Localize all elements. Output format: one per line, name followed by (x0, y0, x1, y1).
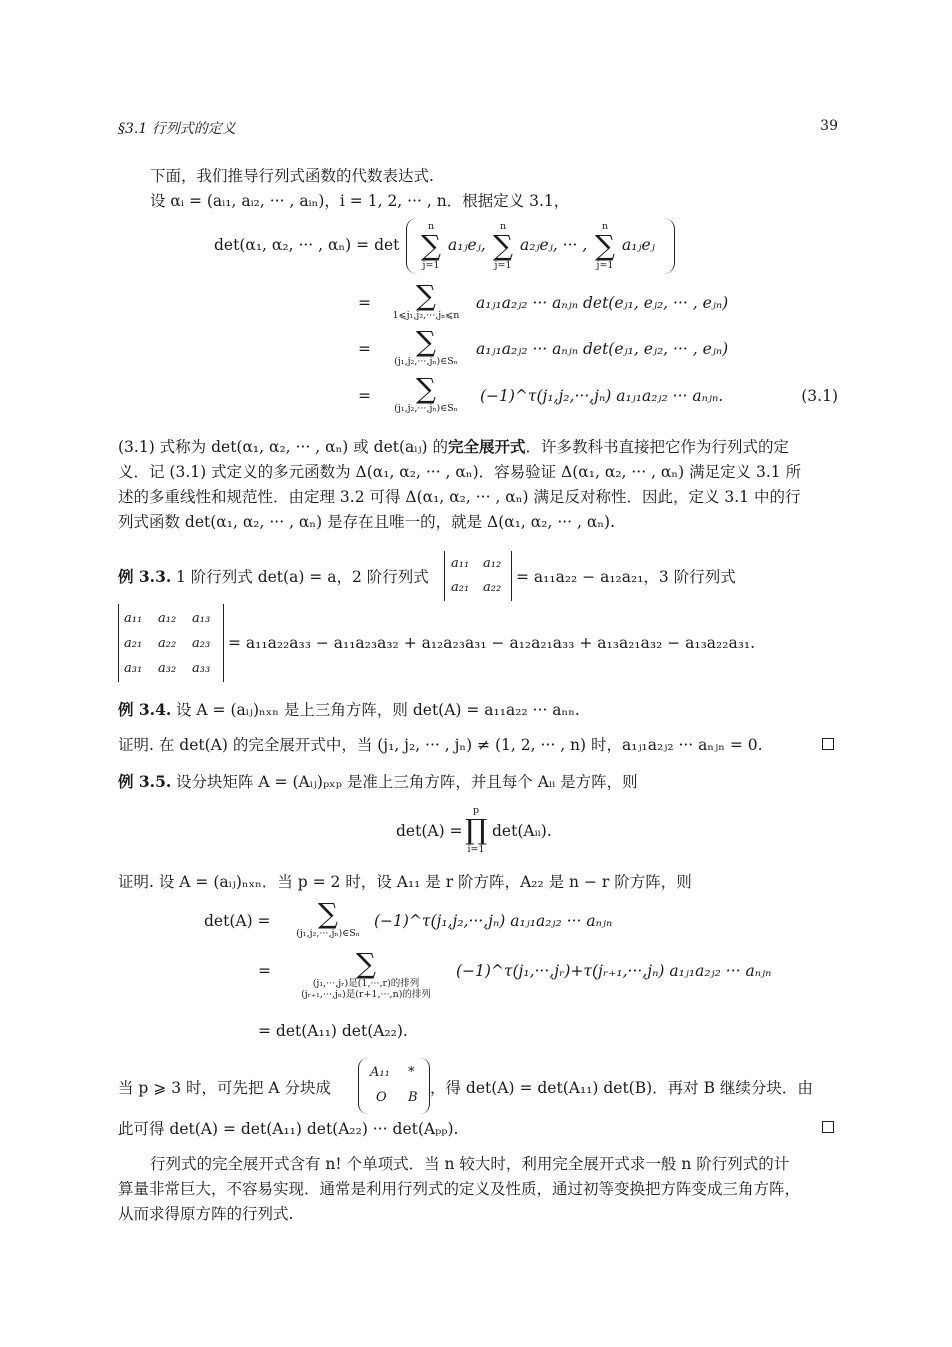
expansion-paragraph (118, 434, 838, 535)
proof-line-1-lhs: det(A) = (204, 912, 271, 930)
closing-line-1: 行列式的完全展开式含有 n! 个单项式．当 n 较大时，利用完全展开式求一般 n 阶行列式的计 (150, 1155, 790, 1173)
product-formula-rhs: det(Aᵢᵢ). (492, 822, 552, 840)
equation-number: (3.1) (801, 387, 838, 405)
qed-box-1 (822, 738, 834, 750)
intro-line-1: 下面，我们推导行列式函数的代数表达式. (150, 167, 434, 185)
block-star: * (408, 1065, 415, 1080)
product-formula-lhs: det(A) = (396, 822, 463, 840)
sum-symbol-3: n ∑ j=1 (595, 221, 615, 271)
term-complete-expansion: 完全展开式 (447, 437, 526, 456)
expansion-line-1c: ．许多教科书直接把它作为行列式的定 (525, 438, 790, 456)
qed-box-2 (822, 1121, 834, 1133)
eq-row2-equals: = (358, 294, 371, 312)
eq-row3-equals: = (358, 340, 371, 358)
expansion-line-1 (118, 434, 838, 460)
closing-paragraph (118, 1152, 838, 1227)
example-3-4-text: 设 A = (aᵢⱼ)ₙₓₙ 是上三角方阵，则 det(A) = a₁₁a₂₂ ··· aₙₙ. (176, 701, 580, 719)
m3-a31: a₃₁ (124, 661, 143, 676)
m2-a22: a₂₂ (483, 580, 502, 595)
expansion-line-4: 列式函数 det(α₁, α₂, ··· , αₙ) 是存在且唯一的，就是 Δ(α₁, α₂, ··· , αₙ). (118, 513, 616, 531)
m3-a11: a₁₁ (124, 611, 143, 626)
example-3-3-text-a: 1 阶行列式 det(a) = a，2 阶行列式 (176, 568, 429, 586)
block-right-paren (420, 1058, 430, 1114)
example-3-3-text-b: = a₁₁a₂₂ − a₁₂a₂₁，3 阶行列式 (516, 568, 736, 586)
example-3-5-label: 例 3.5. (118, 772, 172, 791)
sum-row3: ∑ (j₁,j₂,···,jₙ)∈Sₙ (394, 325, 458, 367)
eq-row2-term: a₁ⱼ₁a₂ⱼ₂ ··· aₙⱼₙ det(eⱼ₁, eⱼ₂, ··· , eⱼₙ) (476, 294, 729, 312)
expansion-line-3: 述的多重线性和规范性．由定理 3.2 可得 Δ(α₁, α₂, ··· , αₙ) 满足反对称性．因此，定义 3.1 中的行 (118, 488, 801, 506)
eq-row3-term: a₁ⱼ₁a₂ⱼ₂ ··· aₙⱼₙ det(eⱼ₁, eⱼ₂, ··· , eⱼₙ) (476, 340, 729, 358)
m2-a11: a₁₁ (451, 556, 470, 571)
running-header-section: §3.1 行列式的定义 (118, 121, 236, 137)
proof-line-1-rhs: (−1)^τ(j₁,j₂,···,jₙ) a₁ⱼ₁a₂ⱼ₂ ··· aₙⱼₙ (374, 912, 613, 930)
m2-a12: a₁₂ (483, 556, 502, 571)
proof-sum-1: ∑ (j₁,j₂,···,jₙ)∈Sₙ (296, 897, 360, 939)
sum-row4: ∑ (j₁,j₂,···,jₙ)∈Sₙ (394, 372, 458, 414)
block-left-paren (358, 1058, 368, 1114)
example-3-4-label: 例 3.4. (118, 700, 172, 719)
example-3-5-proof-intro: 证明. 设 A = (aᵢⱼ)ₙₓₙ．当 p = 2 时，设 A₁₁ 是 r 阶方阵，A₂₂ 是 n − r 阶方阵，则 (118, 873, 692, 891)
block-a11: A₁₁ (370, 1065, 390, 1080)
page (118, 0, 838, 1347)
eq-term-2: a₂ⱼeⱼ, ··· , (520, 236, 588, 254)
m3-a12: a₁₂ (158, 611, 177, 626)
eq-lhs: det(α₁, α₂, ··· , αₙ) = det (214, 236, 400, 254)
sum-symbol-2: n ∑ j=1 (493, 221, 513, 271)
p-ge-3-text-b: ，得 det(A) = det(A₁₁) det(B)．再对 B 继续分块．由 (430, 1079, 813, 1097)
example-3-3-label: 例 3.3. (118, 567, 172, 586)
example-3-5-text: 设分块矩阵 A = (Aᵢⱼ)ₚₓₚ 是准上三角方阵，并且每个 Aᵢᵢ 是方阵，则 (176, 773, 638, 791)
product-symbol: p ∏ i=1 (464, 805, 488, 855)
proof-line-2-equals: = (258, 962, 271, 980)
p-ge-3-text-a: 当 p ⩾ 3 时，可先把 A 分块成 (118, 1079, 332, 1097)
m3-a21: a₂₁ (124, 636, 143, 651)
intro-line-2: 设 αᵢ = (aᵢ₁, aᵢ₂, ··· , aᵢₙ)，i = 1, 2, ··· , n．根据定义 3.1， (150, 192, 570, 210)
example-3-3-text-c: = a₁₁a₂₂a₃₃ − a₁₁a₂₃a₃₂ + a₁₂a₂₃a₃₁ − a₁₂a₂₁a₃₃ + a₁₃a₂₁a₃₂ − a₁₃a₂₂a₃₁. (228, 634, 756, 652)
eq-row4-equals: = (358, 387, 371, 405)
expansion-line-1a: (3.1) 式称为 det(α₁, α₂, ··· , αₙ) 或 det(aᵢⱼ) 的 (118, 438, 448, 456)
m3-a13: a₁₃ (192, 611, 211, 626)
sum-row2: ∑ 1⩽j₁,j₂,···,jₙ⩽n (392, 279, 460, 321)
m2-a21: a₂₁ (451, 580, 470, 595)
expansion-line-2: 义．记 (3.1) 式定义的多元函数为 Δ(α₁, α₂, ··· , αₙ)．容易验证 Δ(α₁, α₂, ··· , αₙ) 满足定义 3.1 所 (118, 463, 802, 481)
example-3-4-proof: 证明. 在 det(A) 的完全展开式中，当 (j₁, j₂, ··· , jₙ) ≠ (1, 2, ··· , n) 时，a₁ⱼ₁a₂ⱼ₂ ··· aₙⱼₙ = 0. (118, 736, 763, 754)
block-b: B (408, 1090, 418, 1105)
m3-a23: a₂₃ (192, 636, 211, 651)
closing-line-2: 算量非常巨大，不容易实现．通常是利用行列式的定义及性质，通过初等变换把方阵变成三角方阵， (118, 1180, 801, 1198)
sum-symbol-1: n ∑ j=1 (421, 221, 441, 271)
eq-row4-term: (−1)^τ(j₁,j₂,···,jₙ) a₁ⱼ₁a₂ⱼ₂ ··· aₙⱼₙ. (480, 387, 724, 405)
eq-term-3: a₁ⱼeⱼ (622, 236, 655, 254)
page-number: 39 (820, 118, 838, 134)
p-ge-3-text-c: 此可得 det(A) = det(A₁₁) det(A₂₂) ··· det(Aₚₚ). (118, 1120, 459, 1138)
m3-a33: a₃₃ (192, 661, 211, 676)
closing-line-3: 从而求得原方阵的行列式. (118, 1205, 294, 1223)
eq-term-1: a₁ⱼeⱼ, (448, 236, 486, 254)
proof-sum-2: ∑ (j₁,···,jᵣ)是(1,···,r)的排列 (jᵣ₊₁,···,jₙ)是(r+1,···,n)的排列 (301, 947, 431, 1000)
block-o: O (376, 1090, 387, 1105)
big-right-paren (664, 218, 675, 274)
proof-line-3: = det(A₁₁) det(A₂₂). (258, 1022, 408, 1040)
m3-a32: a₃₂ (158, 661, 177, 676)
m3-a22: a₂₂ (158, 636, 177, 651)
proof-line-2-rhs: (−1)^τ(j₁,···,jᵣ)+τ(jᵣ₊₁,···,jₙ) a₁ⱼ₁a₂ⱼ₂ ··· aₙⱼₙ (456, 962, 772, 980)
